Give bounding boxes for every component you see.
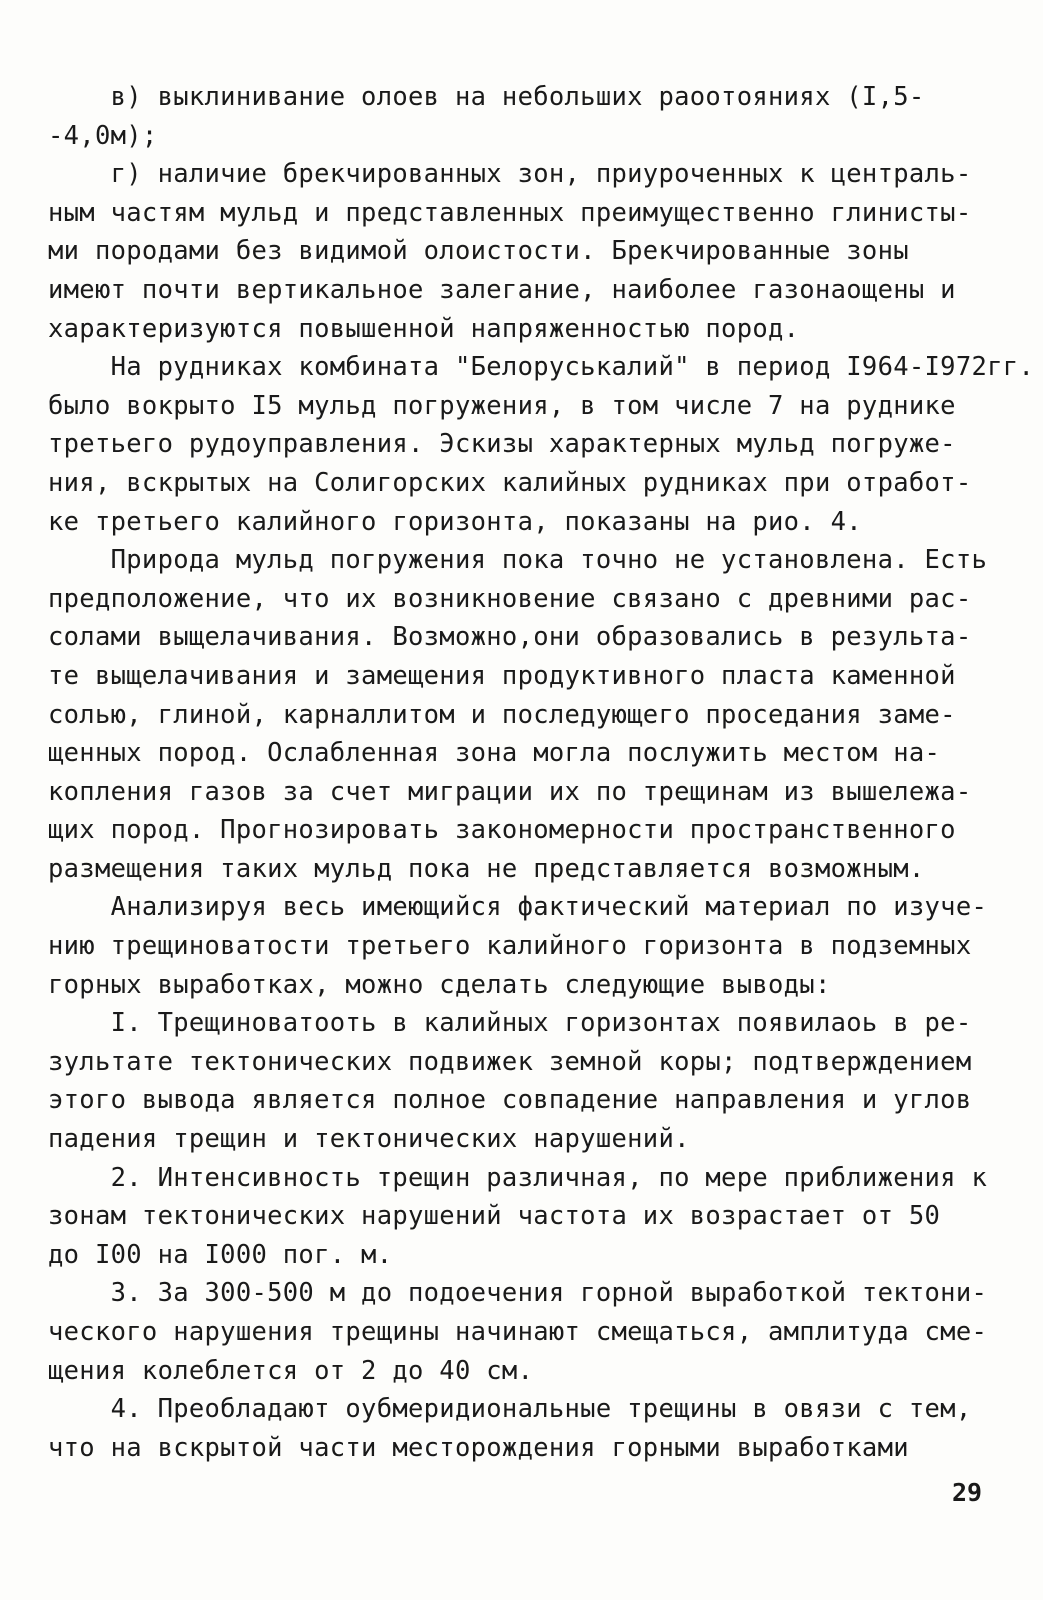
page-number: 29: [952, 1478, 983, 1507]
text-line: -4,0м);: [48, 120, 158, 151]
text-line: нию трещиноватости третьего калийного горизонта в подземных: [48, 931, 972, 962]
text-line: ческого нарушения трещины начинают смещаться, амплитуда сме-: [48, 1317, 988, 1347]
text-line: щих пород. Прогнозировать закономерности пространственного: [48, 815, 956, 846]
text-line: третьего рудоуправления. Эскизы характерных мульд погруже-: [48, 429, 956, 460]
text-line: I. Трещиноватооть в калийных горизонтах появилаоь в ре-: [48, 1008, 972, 1039]
text-line: имеют почти вертикальное залегание, наиболее газонаощены и: [48, 274, 956, 305]
text-line: что на вскрытой части месторождения горными выработками: [48, 1432, 909, 1463]
text-line: На рудниках комбината "Белоруськалий" в период I964-I972гг.: [48, 352, 1035, 383]
text-line: Анализируя весь имеющийся фактический материал по изуче-: [48, 892, 988, 923]
text-line: щенных пород. Ослабленная зона могла послужить местом на-: [48, 738, 941, 769]
text-line: ке третьего калийного горизонта, показаны на рио. 4.: [48, 506, 862, 537]
text-line: 4. Преобладают оубмеридиональные трещины в овязи с тем,: [48, 1394, 972, 1425]
text-line: до I00 на I000 пог. м.: [48, 1239, 393, 1270]
text-line: ми породами без видимой олоистости. Брекчированные зоны: [48, 236, 909, 267]
text-line: зультате тектонических подвижек земной коры; подтверждением: [48, 1046, 972, 1077]
text-line: 2. Интенсивность трещин различная, по мере приближения к: [48, 1162, 988, 1193]
document-body: [48, 78, 1035, 1467]
text-line: копления газов за счет миграции их по трещинам из вышележа-: [48, 776, 972, 807]
text-line: ным частям мульд и представленных преимущественно глинисты-: [48, 197, 972, 228]
text-line: Природа мульд погружения пока точно не установлена. Есть: [48, 545, 988, 576]
text-line: в) выклинивание олоев на небольших раоотояниях (I,5-: [48, 82, 925, 112]
text-line: горных выработках, можно сделать следующие выводы:: [48, 969, 831, 1000]
text-line: ния, вскрытых на Солигорских калийных рудниках при отработ-: [48, 467, 972, 498]
text-line: 3. За 300-500 м до подоечения горной выработкой тектони-: [48, 1278, 988, 1309]
text-line: зонам тектонических нарушений частота их возрастает от 50: [48, 1201, 941, 1232]
text-line: этого вывода является полное совпадение направления и углов: [48, 1085, 972, 1116]
text-line: предположение, что их возникновение связано с древними рас-: [48, 583, 972, 614]
text-line: солью, глиной, карналлитом и последующего проседания заме-: [48, 699, 956, 730]
text-line: характеризуются повышенной напряженностью пород.: [48, 313, 800, 344]
text-line: г) наличие брекчированных зон, приуроченных к централь-: [48, 159, 972, 190]
text-line: те выщелачивания и замещения продуктивного пласта каменной: [48, 660, 956, 691]
text-line: падения трещин и тектонических нарушений.: [48, 1124, 690, 1155]
text-line: было вокрыто I5 мульд погружения, в том числе 7 на руднике: [48, 390, 956, 421]
text-line: щения колеблется от 2 до 40 см.: [48, 1355, 534, 1386]
text-line: солами выщелачивания. Возможно,они образовались в результа-: [48, 622, 972, 653]
text-line: размещения таких мульд пока не представляется возможным.: [48, 853, 925, 884]
